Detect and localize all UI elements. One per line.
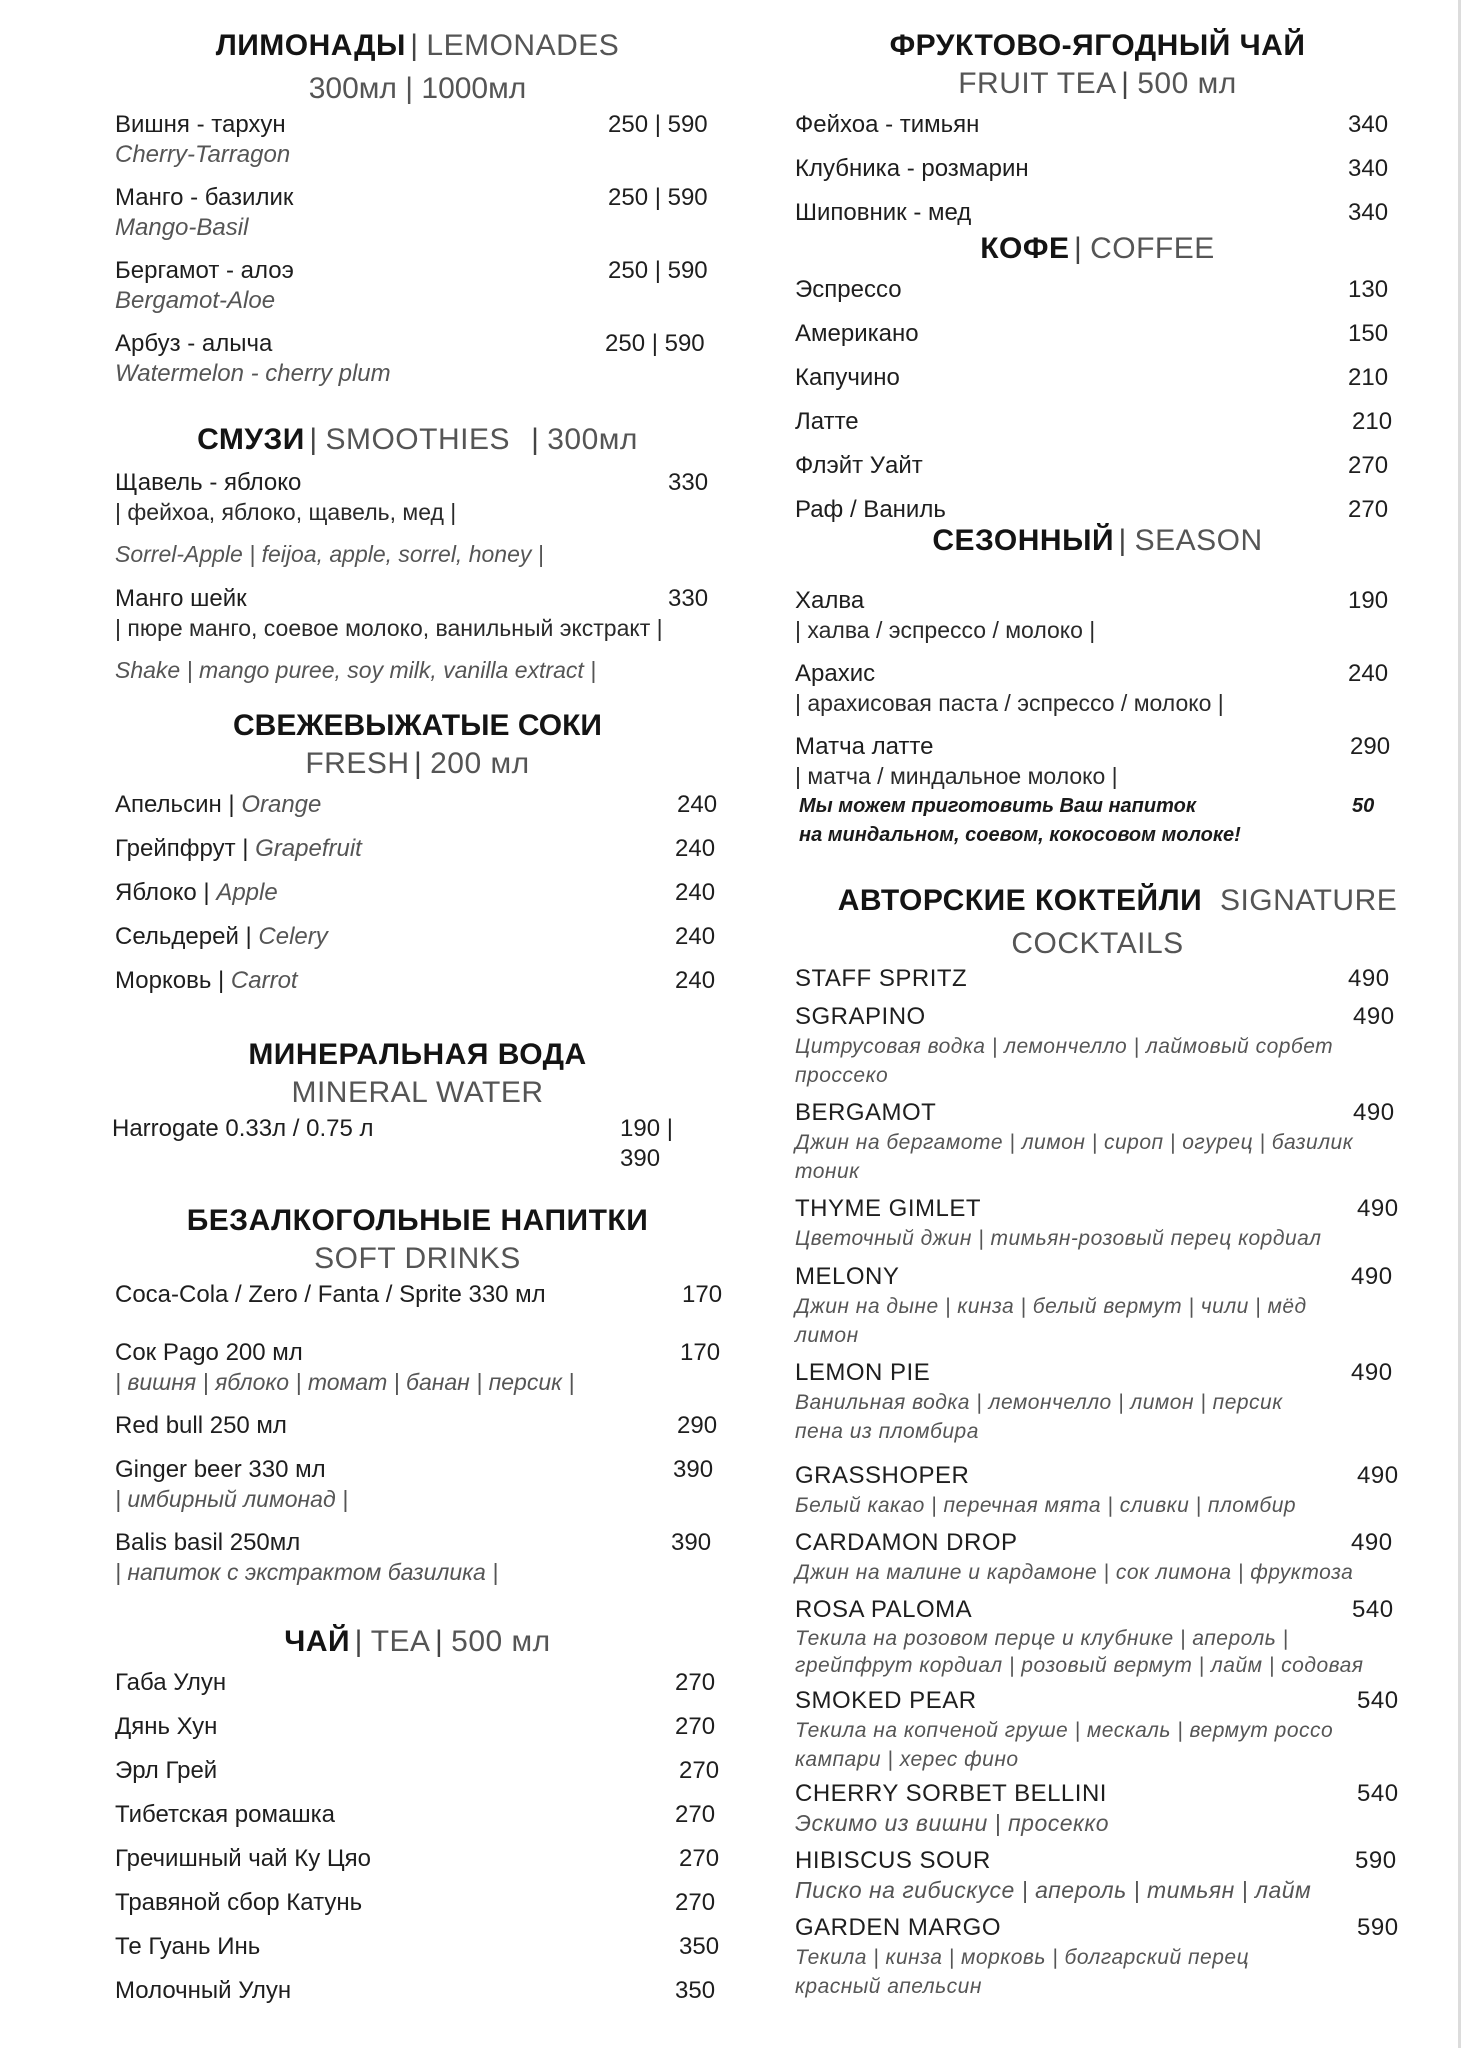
section-subtitle: MINERAL WATER bbox=[291, 1076, 544, 1109]
price: 350 bbox=[679, 1933, 720, 1960]
price: 170 bbox=[682, 1281, 723, 1308]
menu-item: Манго шейк | пюре манго, соевое молоко, ванильный экстракт | Shake | mango puree, soy milk, vanilla extract | 330 bbox=[115, 585, 709, 683]
menu-item: Арахис | арахисовая паста / эспрессо / молоко | 240 bbox=[795, 660, 1389, 716]
menu-item: Халва | халва / эспрессо / молоко | 190 bbox=[795, 587, 1389, 643]
menu-item: Эспрессо 130 bbox=[795, 276, 1389, 303]
price: 330 bbox=[668, 585, 709, 612]
menu-item: Американо 150 bbox=[795, 320, 1389, 347]
price: 590 bbox=[1355, 1847, 1397, 1874]
menu-item: Сельдерей | Celery 240 bbox=[115, 923, 716, 950]
section-coffee bbox=[795, 230, 1400, 531]
menu-item: Матча латте | матча / миндальное молоко | 290 bbox=[795, 733, 1391, 789]
menu-item: Морковь | Carrot 240 bbox=[115, 967, 716, 994]
price: 490 bbox=[1353, 1003, 1395, 1030]
menu-item: Гречишный чай Ку Цяо 270 bbox=[115, 1845, 720, 1872]
price: 290 bbox=[1350, 733, 1391, 760]
section-title: СЕЗОННЫЙ | SEASON bbox=[932, 524, 1263, 557]
section-mineral-water bbox=[112, 1036, 720, 1172]
price: 390 bbox=[671, 1529, 712, 1556]
price: 270 bbox=[679, 1845, 720, 1872]
menu-item: Капучино 210 bbox=[795, 364, 1389, 391]
cocktail-item: CHERRY SORBET BELLINI Эскимо из вишни | просекко 540 bbox=[795, 1780, 1399, 1836]
price: 150 bbox=[1348, 320, 1389, 347]
price: 390 bbox=[673, 1456, 714, 1483]
price: 170 bbox=[680, 1339, 721, 1366]
menu-item: Шиповник - мед 340 bbox=[795, 199, 1389, 226]
price: 240 bbox=[675, 835, 716, 862]
price: 240 bbox=[1348, 660, 1389, 687]
section-title: ЛИМОНАДЫ | LEMONADES bbox=[215, 29, 620, 62]
price: 490 bbox=[1351, 1263, 1393, 1290]
section-title: АВТОРСКИЕ КОКТЕЙЛИ SIGNATURE bbox=[837, 884, 1398, 917]
price: 490 bbox=[1351, 1359, 1393, 1386]
section-volume: 300мл | 1000мл bbox=[308, 72, 527, 105]
menu-item: Габа Улун 270 bbox=[115, 1669, 716, 1696]
menu-item: Бергамот - алоэ Bergamot-Aloe 250 | 590 bbox=[115, 257, 708, 314]
price: 240 bbox=[677, 791, 718, 818]
price: 490 bbox=[1348, 965, 1390, 992]
section-title: БЕЗАЛКОГОЛЬНЫЕ НАПИТКИ bbox=[186, 1204, 649, 1237]
cocktail-item: STAFF SPRITZ 490 bbox=[795, 965, 1390, 992]
price: 270 bbox=[679, 1757, 720, 1784]
price: 270 bbox=[1348, 496, 1389, 523]
section-smoothies bbox=[115, 421, 720, 684]
price: 540 bbox=[1357, 1780, 1399, 1807]
menu-item: Те Гуань Инь 350 bbox=[115, 1933, 720, 1960]
cocktail-item: CARDAMON DROP Джин на малине и кардамоне | сок лимона | фруктоза 490 bbox=[795, 1529, 1393, 1584]
menu-item: Грейпфрут | Grapefruit 240 bbox=[115, 835, 716, 862]
price: 270 bbox=[675, 1889, 716, 1916]
price: 210 bbox=[1348, 364, 1389, 391]
price: 240 bbox=[675, 967, 716, 994]
menu-item: Щавель - яблоко | фейхоа, яблоко, щавель, мед | Sorrel-Apple | feijoa, apple, sorrel, honey | 330 bbox=[115, 469, 709, 567]
section-subtitle: COCKTAILS bbox=[1011, 927, 1184, 960]
menu-item: Латте 210 bbox=[795, 408, 1393, 435]
price: 270 bbox=[1348, 452, 1389, 479]
price: 250 | 590 bbox=[608, 257, 708, 284]
menu-item: Эрл Грей 270 bbox=[115, 1757, 720, 1784]
price: 340 bbox=[1348, 155, 1389, 182]
menu-item: Молочный Улун 350 bbox=[115, 1977, 716, 2004]
section-season bbox=[795, 522, 1400, 850]
cocktail-item: MELONY Джин на дыне | кинза | белый вермут | чили | мёд лимон 490 bbox=[795, 1263, 1393, 1347]
price: 270 bbox=[675, 1713, 716, 1740]
menu-item: Арбуз - алыча Watermelon - cherry plum 250 | 590 bbox=[115, 330, 705, 387]
menu-item: Травяной сбор Катунь 270 bbox=[115, 1889, 716, 1916]
menu-item: Апельсин | Orange 240 bbox=[115, 791, 718, 818]
price: 540 bbox=[1357, 1687, 1399, 1714]
cocktail-item: THYME GIMLET Цветочный джин | тимьян-розовый перец кордиал 490 bbox=[795, 1195, 1399, 1250]
cocktail-item: SGRAPINO Цитрусовая водка | лемончелло | лаймовый сорбет проссеко 490 bbox=[795, 1003, 1395, 1087]
menu-item: Клубника - розмарин 340 bbox=[795, 155, 1389, 182]
menu-item: Red bull 250 мл 290 bbox=[115, 1412, 718, 1439]
section-title: СВЕЖЕВЫЖАТЫЕ СОКИ bbox=[233, 709, 602, 742]
price: 250 | 590 bbox=[605, 330, 705, 357]
menu-item: Раф / Ваниль 270 bbox=[795, 496, 1389, 523]
price: 270 bbox=[675, 1801, 716, 1828]
menu-item: Флэйт Уайт 270 bbox=[795, 452, 1389, 479]
section-signature-cocktails bbox=[795, 882, 1400, 2009]
section-title: ФРУКТОВО-ЯГОДНЫЙ ЧАЙ bbox=[889, 29, 1306, 62]
section-title: МИНЕРАЛЬНАЯ ВОДА bbox=[248, 1038, 587, 1071]
section-soft-drinks bbox=[115, 1202, 723, 1588]
price: 590 bbox=[1357, 1914, 1399, 1941]
section-title: КОФЕ | COFFEE bbox=[980, 232, 1215, 265]
section-lemonades bbox=[115, 27, 720, 402]
price: 250 | 590 bbox=[608, 111, 708, 138]
cocktail-item: ROSA PALOMA Текила на розовом перце и клубнике | апероль | грейпфрут кордиал | розовый вермут | лайм | содовая 540 bbox=[795, 1596, 1394, 1677]
menu-item: Фейхоа - тимьян 340 bbox=[795, 111, 1389, 138]
section-subtitle: FRUIT TEA | 500 мл bbox=[958, 67, 1237, 100]
price: 250 | 590 bbox=[608, 184, 708, 211]
menu-item: Дянь Хун 270 bbox=[115, 1713, 716, 1740]
price: 240 bbox=[675, 923, 716, 950]
price: 130 bbox=[1348, 276, 1389, 303]
menu-item: Coca-Cola / Zero / Fanta / Sprite 330 мл 170 bbox=[115, 1281, 723, 1308]
cocktail-item: GRASSHOPER Белый какао | перечная мята | сливки | пломбир 490 bbox=[795, 1462, 1399, 1517]
price: 340 bbox=[1348, 111, 1389, 138]
section-subtitle: SOFT DRINKS bbox=[314, 1242, 521, 1275]
price: 190 | 390 bbox=[620, 1115, 673, 1172]
menu-item: Яблоко | Apple 240 bbox=[115, 879, 716, 906]
price: 350 bbox=[675, 1977, 716, 2004]
cocktail-item: HIBISCUS SOUR Писко на гибискусе | апероль | тимьян | лайм 590 bbox=[795, 1847, 1397, 1903]
cocktail-item: LEMON PIE Ванильная водка | лемончелло | лимон | персик пена из пломбира 490 bbox=[795, 1359, 1393, 1443]
price: 490 bbox=[1351, 1529, 1393, 1556]
section-title: ЧАЙ | TEA | 500 мл bbox=[284, 1625, 551, 1658]
section-tea bbox=[115, 1623, 720, 2020]
cocktail-item: SMOKED PEAR Текила на копченой груше | мескаль | вермут россо кампари | херес фино 540 bbox=[795, 1687, 1399, 1771]
price: 270 bbox=[675, 1669, 716, 1696]
menu-item: Манго - базилик Mango-Basil 250 | 590 bbox=[115, 184, 708, 241]
title-ru: ЛИМОНАДЫ bbox=[215, 29, 406, 62]
menu-item: Harrogate 0.33л / 0.75 л 190 | 390 bbox=[112, 1114, 717, 1144]
menu-item: Тибетская ромашка 270 bbox=[115, 1801, 716, 1828]
price: 210 bbox=[1352, 408, 1393, 435]
menu-item: Сок Pago 200 мл | вишня | яблоко | томат | банан | персик | 170 bbox=[115, 1339, 721, 1395]
price: 330 bbox=[668, 469, 709, 496]
menu-item: Ginger beer 330 мл | имбирный лимонад | 390 bbox=[115, 1456, 714, 1512]
section-fresh bbox=[115, 707, 720, 1010]
price: 490 bbox=[1357, 1195, 1399, 1222]
price: 50 bbox=[1352, 795, 1375, 817]
section-fruit-tea bbox=[795, 27, 1400, 234]
price: 190 bbox=[1348, 587, 1389, 614]
section-title: СМУЗИ | SMOOTHIES | 300мл bbox=[197, 423, 638, 456]
cocktail-item: BERGAMOT Джин на бергамоте | лимон | сироп | огурец | базилик тоник 490 bbox=[795, 1099, 1395, 1183]
milk-note: Мы можем приготовить Ваш напиток на миндальном, соевом, кокосовом молоке! 50 bbox=[799, 792, 1404, 850]
section-subtitle: FRESH | 200 мл bbox=[305, 747, 530, 780]
price: 240 bbox=[675, 879, 716, 906]
price: 540 bbox=[1352, 1596, 1394, 1623]
menu-item: Вишня - тархун Cherry-Tarragon 250 | 590 bbox=[115, 111, 708, 168]
price: 490 bbox=[1353, 1099, 1395, 1126]
price: 290 bbox=[677, 1412, 718, 1439]
menu-item: Balis basil 250мл | напиток с экстрактом базилика | 390 bbox=[115, 1529, 712, 1585]
cocktail-item: GARDEN MARGO Текила | кинза | морковь | болгарский перец красный апельсин 590 bbox=[795, 1914, 1399, 1998]
price: 490 bbox=[1357, 1462, 1399, 1489]
price: 340 bbox=[1348, 199, 1389, 226]
title-en: LEMONADES bbox=[426, 29, 620, 62]
